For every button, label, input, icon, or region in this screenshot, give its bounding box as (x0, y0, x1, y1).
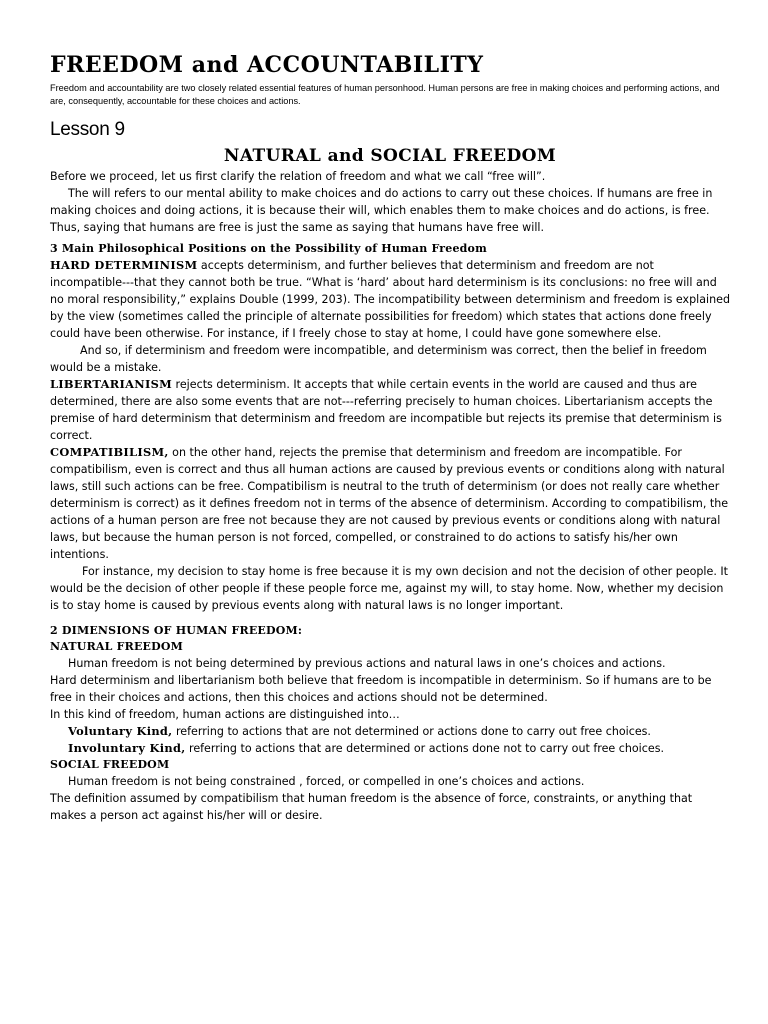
social-freedom-heading: SOCIAL FREEDOM (50, 758, 170, 771)
involuntary-kind-term: Involuntary Kind, (68, 741, 186, 755)
dimensions-heading: 2 DIMENSIONS OF HUMAN FREEDOM: (50, 624, 303, 637)
voluntary-kind-term: Voluntary Kind, (68, 724, 173, 738)
intro-paragraph: Freedom and accountability are two closely related essential features of human personhood. Human persons are free in making choices and performing actions, and are, consequently, accountable for these choices and actions. (50, 83, 720, 106)
section-title: NATURAL and SOCIAL FREEDOM (223, 146, 557, 166)
libertarianism-paragraph (50, 376, 730, 444)
natural-freedom-paragraph: Hard determinism and libertarianism both believe that freedom is incompatible in determinism. So if humans are to be free in their choices and actions, then this choices and actions should not be determined. (50, 674, 712, 704)
paragraph-before-we-proceed: Before we proceed, let us first clarify the relation of freedom and what we call “free will”. (50, 170, 546, 183)
document-title: FREEDOM and ACCOUNTABILITY (50, 52, 484, 78)
social-freedom-paragraph: The definition assumed by compatibilism that human freedom is the absence of force, constraints, or anything that makes a person act against his/her will or desire. (50, 792, 693, 822)
compatibilism-text: on the other hand, rejects the premise that determinism and freedom are incompatible. For compatibilism, even is correct and thus all human actions are caused by previous events or conditions along with natural laws, still such actions can be free. Compatibilism is neutral to the truth of determinism (or does not really care whether determinism is correct) as it defines freedom not in terms of the absence of determinism. According to compatibilism, the actions of a human person are free not because they are not caused by previous events or conditions along with natural laws, but because the human person is not forced, compelled, or constrained to do actions to satisfy his/her own intentions. (50, 446, 729, 561)
hard-determinism-followup: And so, if determinism and freedom were incompatible, and determinism was correct, then the belief in freedom would be a mistake. (50, 344, 707, 374)
hard-determinism-term: HARD DETERMINISM (50, 258, 198, 272)
voluntary-kind-text: referring to actions that are not determined or actions done to carry out free choices. (172, 725, 651, 738)
involuntary-kind-text: referring to actions that are determined or actions done not to carry out free choices. (185, 742, 664, 755)
compatibilism-example: For instance, my decision to stay home is free because it is my own decision and not the decision of other people. It would be the decision of other people if these people force me, against my will, to stay home. Now, whether my decision is to stay home is caused by previous events along with natural laws is no longer important. (50, 565, 729, 612)
natural-freedom-heading: NATURAL FREEDOM (50, 640, 184, 653)
document-page (50, 50, 730, 824)
involuntary-kind-paragraph (50, 740, 730, 757)
natural-freedom-distinguished: In this kind of freedom, human actions are distinguished into… (50, 708, 400, 721)
positions-heading: 3 Main Philosophical Positions on the Possibility of Human Freedom (50, 242, 487, 255)
lesson-label: Lesson 9 (50, 119, 125, 140)
libertarianism-term: LIBERTARIANISM (50, 377, 173, 391)
libertarianism-text: rejects determinism. It accepts that while certain events in the world are caused and thus are determined, there are also some events that are not---referring precisely to human choices. Libertarianism accepts the premise of hard determinism that determinism and freedom are incompatible but rejects its premise that determinism is correct. (50, 378, 722, 442)
hard-determinism-paragraph (50, 257, 730, 342)
hard-determinism-text: accepts determinism, and further believes that determinism and freedom are not incompatible---that they cannot both be true. “What is ‘hard’ about hard determinism is its conclusions: no free will and no moral responsibility,” explains Double (1999, 203). The incompatibility between determinism and freedom is explained by the view (sometimes called the principle of alternate possibilities for freedom) which states that actions done freely could have been otherwise. For instance, if I freely chose to stay at home, I could have gone somewhere else. (50, 259, 731, 340)
voluntary-kind-paragraph (50, 723, 730, 740)
paragraph-will-definition: The will refers to our mental ability to make choices and do actions to carry out these choices. If humans are free in making choices and doing actions, it is because their will, which enables them to make choices and do actions, is free. Thus, saying that humans are free is just the same as saying that humans have free will. (50, 187, 713, 234)
compatibilism-paragraph (50, 444, 730, 563)
social-freedom-definition: Human freedom is not being constrained , forced, or compelled in one’s choices and actions. (68, 775, 585, 788)
compatibilism-term: COMPATIBILISM, (50, 445, 169, 459)
natural-freedom-definition: Human freedom is not being determined by previous actions and natural laws in one’s choices and actions. (68, 657, 666, 670)
